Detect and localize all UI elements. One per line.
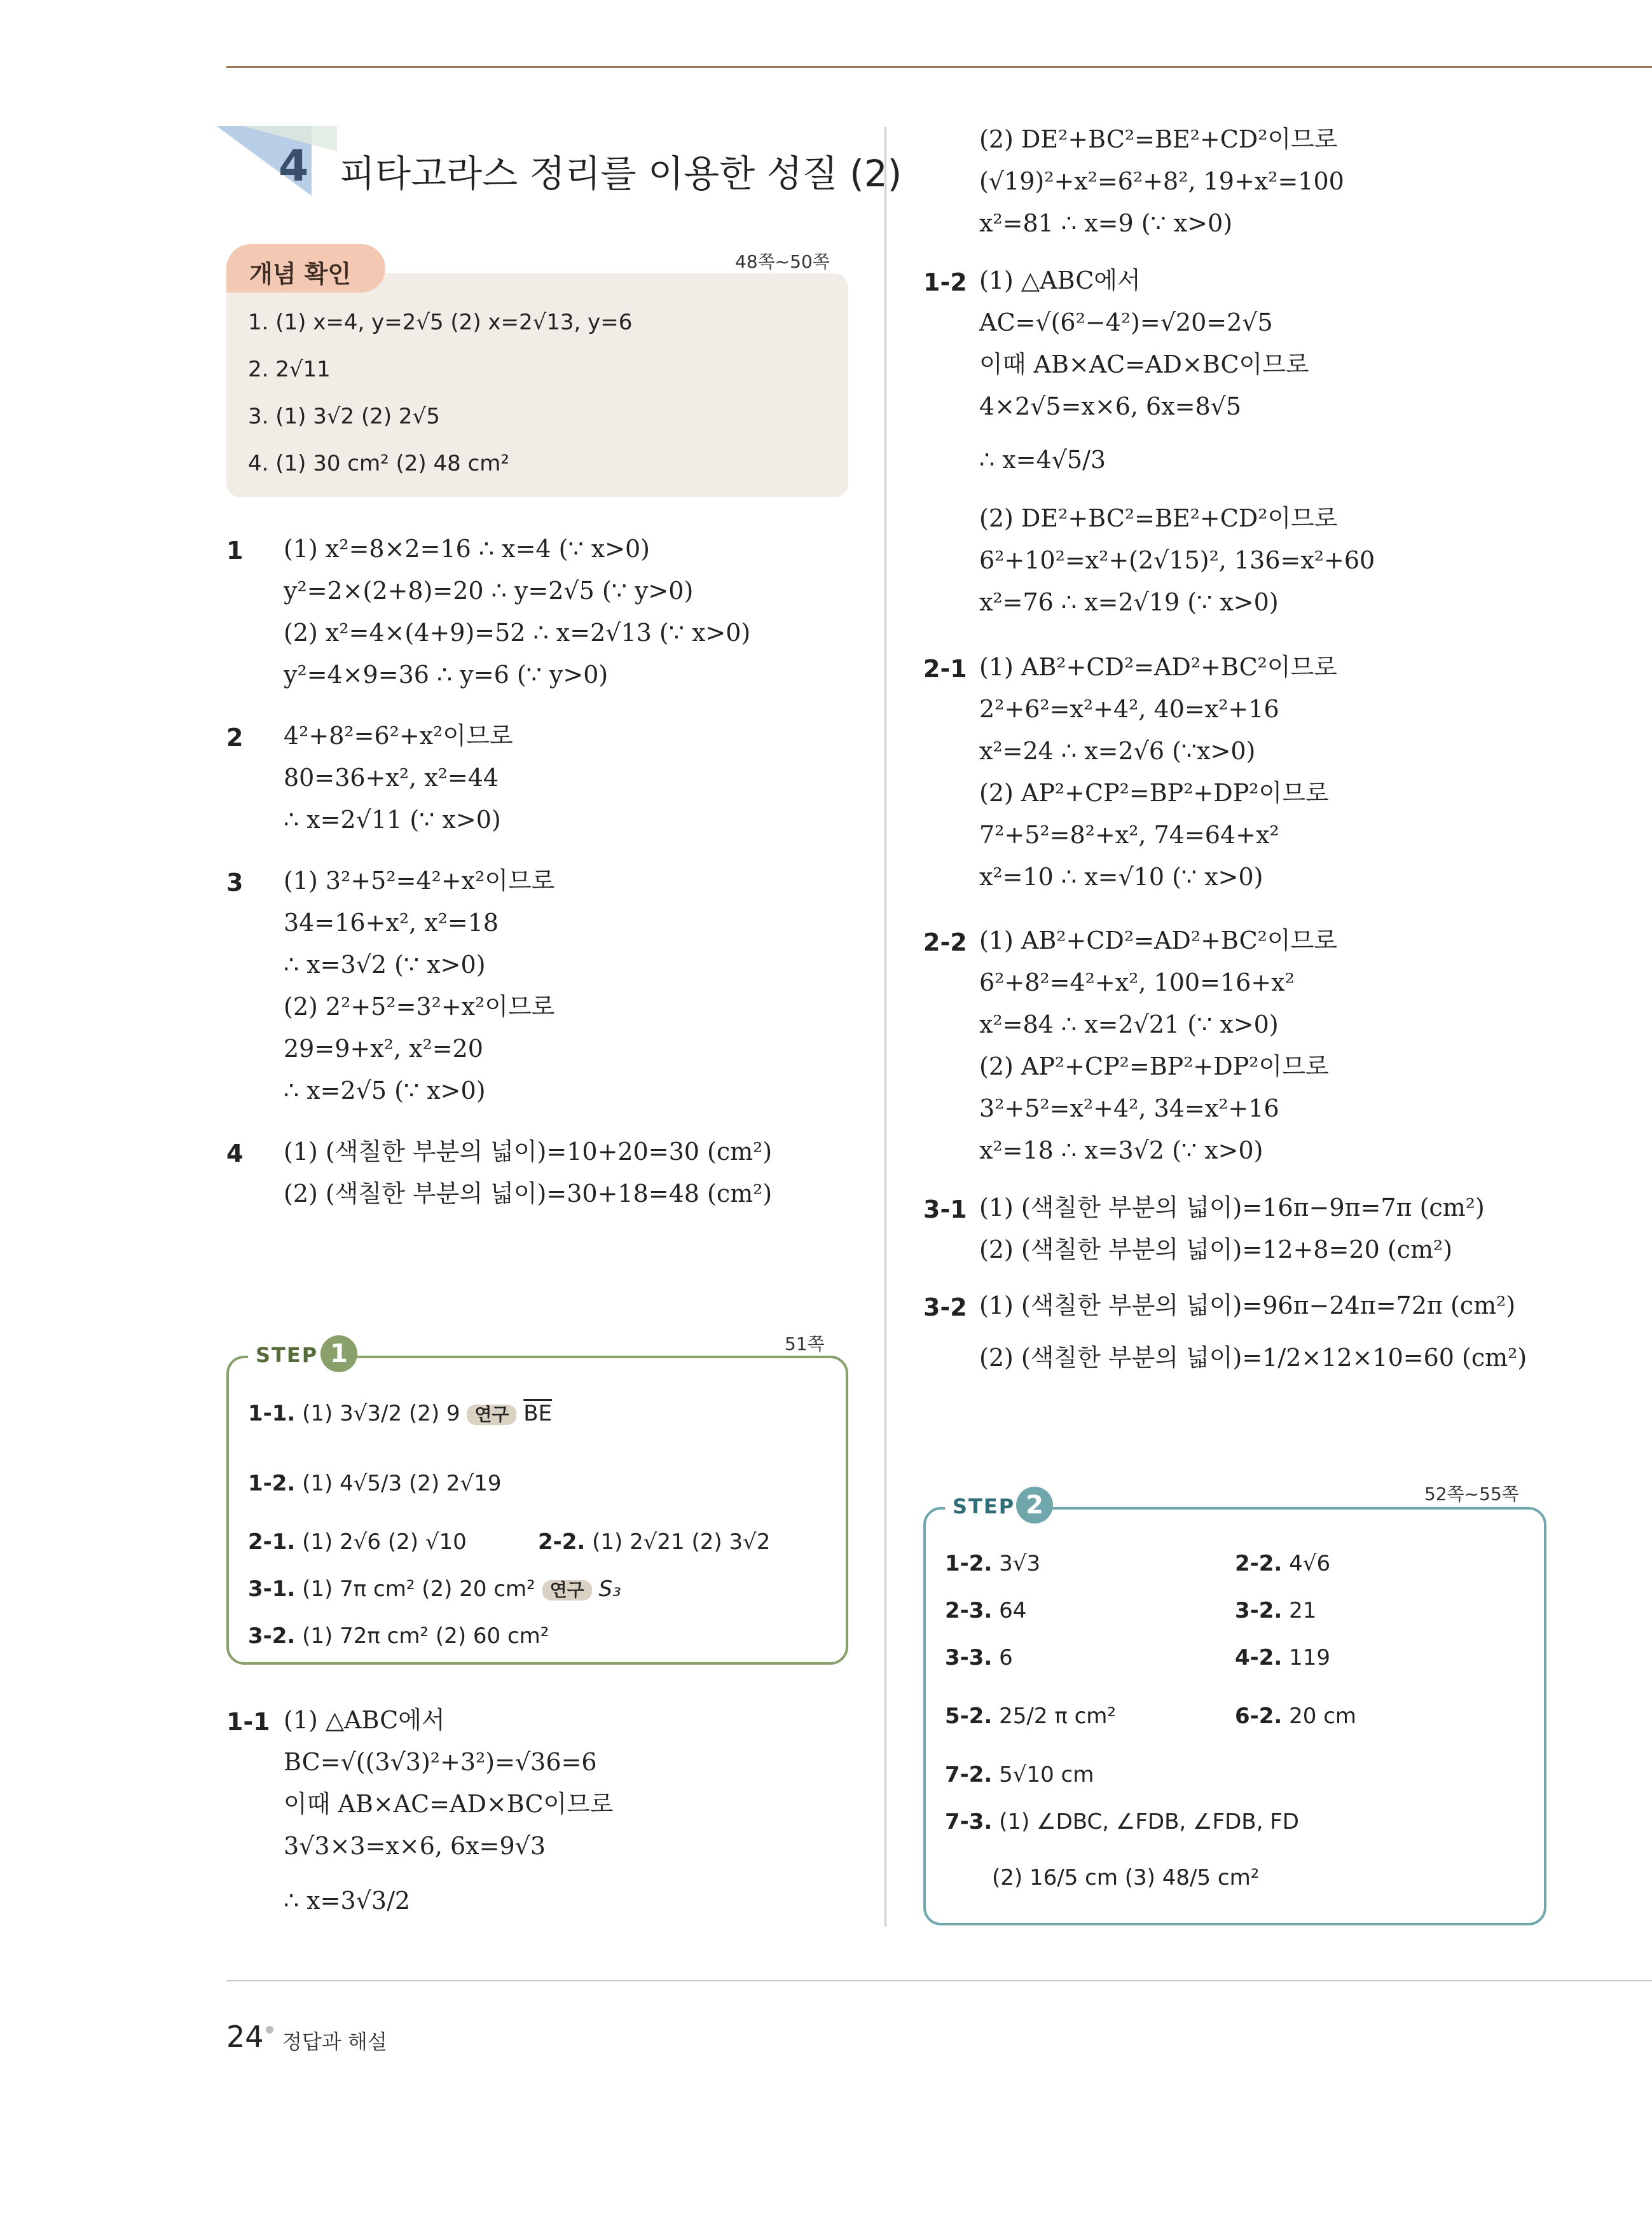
solution-line: 이때 AB×AC=AD×BC이므로 bbox=[284, 1790, 614, 1818]
concept-tab bbox=[226, 244, 385, 293]
solution-line: ∴ x=3√3/2 bbox=[284, 1887, 411, 1915]
step2-cell-label: 7-3. bbox=[945, 1809, 993, 1834]
solution-line: ∴ x=4√5/3 bbox=[979, 446, 1106, 474]
research-badge: 연구 bbox=[467, 1405, 516, 1425]
concept-label: 개념 확인 bbox=[249, 260, 352, 288]
solution-line: (1) x²=8×2=16 ∴ x=4 (∵ x>0) bbox=[284, 535, 650, 563]
step1-row-text: (1) 4√5/3 (2) 2√19 bbox=[302, 1471, 502, 1496]
step1-row-label: 1-2. bbox=[248, 1471, 296, 1496]
section-number: 4 bbox=[279, 141, 309, 191]
step1-row-label: 2-2. bbox=[538, 1529, 586, 1555]
research-badge: 연구 bbox=[542, 1580, 592, 1600]
solution-line: (2) DE²+BC²=BE²+CD²이므로 bbox=[979, 125, 1338, 153]
step2-cell-text: 64 bbox=[999, 1598, 1027, 1623]
solution-line: 4×2√5=x×6, 6x=8√5 bbox=[979, 392, 1242, 420]
solution-line: x²=10 ∴ x=√10 (∵ x>0) bbox=[979, 863, 1263, 891]
step2-cell-text: 25/2 π cm² bbox=[999, 1703, 1117, 1729]
solution-line: 4²+8²=6²+x²이므로 bbox=[284, 722, 513, 750]
title-badge-shape bbox=[216, 126, 337, 202]
solution-line: (2) 2²+5²=3²+x²이므로 bbox=[284, 993, 555, 1021]
step2-cell-text: 6 bbox=[999, 1645, 1013, 1670]
solution-line: 7²+5²=8²+x², 74=64+x² bbox=[979, 821, 1279, 849]
step1-row-label: 1-1. bbox=[248, 1401, 296, 1426]
solution-line: 2²+6²=x²+4², 40=x²+16 bbox=[979, 695, 1279, 723]
column-divider bbox=[885, 127, 886, 1927]
step2-cell-text: 20 cm bbox=[1289, 1703, 1357, 1729]
step1-number: 1 bbox=[320, 1335, 357, 1372]
solution-line: x²=84 ∴ x=2√21 (∵ x>0) bbox=[979, 1010, 1279, 1038]
solution-number: 4 bbox=[226, 1139, 244, 1167]
solution-line: (2) DE²+BC²=BE²+CD²이므로 bbox=[979, 504, 1338, 532]
solution-number: 1-1 bbox=[226, 1708, 270, 1736]
step2-cell-label: 1-2. bbox=[945, 1551, 993, 1576]
solution-number: 2-2 bbox=[923, 928, 967, 956]
solution-line: y²=4×9=36 ∴ y=6 (∵ y>0) bbox=[284, 661, 609, 689]
solution-line: x²=81 ∴ x=9 (∵ x>0) bbox=[979, 209, 1233, 237]
step2-cell-text: (1) ∠DBC, ∠FDB, ∠FDB, FD bbox=[999, 1809, 1299, 1834]
step2-cell-label: 3-2. bbox=[1235, 1598, 1283, 1623]
step1-row-text: (1) 72π cm² (2) 60 cm² bbox=[302, 1623, 549, 1649]
solution-line: (2) (색칠한 부분의 넓이)=30+18=48 (cm²) bbox=[284, 1180, 773, 1208]
solution-line: x²=24 ∴ x=2√6 (∵x>0) bbox=[979, 737, 1256, 765]
solution-line: AC=√(6²−4²)=√20=2√5 bbox=[979, 308, 1273, 336]
concept-item: 1. (1) x=4, y=2√5 (2) x=2√13, y=6 bbox=[248, 310, 633, 335]
page-number: 24 bbox=[226, 2020, 264, 2054]
step2-label: STEP bbox=[945, 1494, 1022, 1518]
step2-pages: 52쪽~55쪽 bbox=[1424, 1483, 1519, 1504]
step1-row-label: 3-2. bbox=[248, 1623, 296, 1649]
solution-number: 1-2 bbox=[923, 268, 967, 296]
solution-line: (1) AB²+CD²=AD²+BC²이므로 bbox=[979, 653, 1338, 681]
solution-number: 2 bbox=[226, 724, 244, 752]
solution-line: 34=16+x², x²=18 bbox=[284, 909, 499, 937]
concept-item: 3. (1) 3√2 (2) 2√5 bbox=[248, 404, 440, 429]
solution-line: (2) x²=4×(4+9)=52 ∴ x=2√13 (∵ x>0) bbox=[284, 619, 751, 647]
solution-number: 3-2 bbox=[923, 1293, 967, 1321]
step2-cell-text: 21 bbox=[1289, 1598, 1317, 1623]
solution-line: ∴ x=3√2 (∵ x>0) bbox=[284, 951, 486, 979]
solution-line: 3√3×3=x×6, 6x=9√3 bbox=[284, 1832, 546, 1860]
concept-item: 4. (1) 30 cm² (2) 48 cm² bbox=[248, 451, 510, 476]
section-title: 피타고라스 정리를 이용한 성질 (2) bbox=[340, 152, 902, 195]
footer-dot bbox=[266, 2026, 273, 2034]
step2-cell-label: 7-2. bbox=[945, 1762, 993, 1787]
step1-row-text: (1) 2√21 (2) 3√2 bbox=[592, 1529, 771, 1555]
step2-cell-text: 119 bbox=[1289, 1645, 1331, 1670]
step2-cell-text: 3√3 bbox=[999, 1551, 1041, 1576]
concept-pages: 48쪽~50쪽 bbox=[735, 251, 830, 272]
solution-number: 3-1 bbox=[923, 1195, 967, 1223]
solution-line: (1) △ABC에서 bbox=[284, 1706, 445, 1734]
concept-item: 2. 2√11 bbox=[248, 357, 331, 382]
solution-line: (2) AP²+CP²=BP²+DP²이므로 bbox=[979, 779, 1329, 807]
step2-cell-label: 4-2. bbox=[1235, 1645, 1283, 1670]
step2-cell-text: (2) 16/5 cm (3) 48/5 cm² bbox=[992, 1865, 1260, 1890]
solution-line: (1) 3²+5²=4²+x²이므로 bbox=[284, 867, 555, 895]
solution-number: 2-1 bbox=[923, 655, 967, 683]
solution-line: (1) (색칠한 부분의 넓이)=10+20=30 (cm²) bbox=[284, 1138, 773, 1166]
step2-cell-label: 5-2. bbox=[945, 1703, 993, 1729]
solution-line: (1) AB²+CD²=AD²+BC²이므로 bbox=[979, 926, 1338, 954]
step2-cell-label: 2-2. bbox=[1235, 1551, 1283, 1576]
solution-line: 이때 AB×AC=AD×BC이므로 bbox=[979, 350, 1309, 378]
step1-label: STEP bbox=[248, 1343, 326, 1367]
step2-cell-text: 4√6 bbox=[1289, 1551, 1331, 1576]
solution-line: (1) (색칠한 부분의 넓이)=96π−24π=72π (cm²) bbox=[979, 1291, 1516, 1319]
solution-line: x²=76 ∴ x=2√19 (∵ x>0) bbox=[979, 588, 1279, 616]
step2-cell-label: 6-2. bbox=[1235, 1703, 1283, 1729]
solution-line: 6²+8²=4²+x², 100=16+x² bbox=[979, 968, 1295, 996]
solution-line: (1) (색칠한 부분의 넓이)=16π−9π=7π (cm²) bbox=[979, 1194, 1485, 1222]
solution-line: 6²+10²=x²+(2√15)², 136=x²+60 bbox=[979, 546, 1375, 574]
solution-number: 3 bbox=[226, 869, 244, 897]
solution-line: ∴ x=2√5 (∵ x>0) bbox=[284, 1077, 486, 1105]
step2-cell-label: 3-3. bbox=[945, 1645, 993, 1670]
solution-line: BC=√((3√3)²+3²)=√36=6 bbox=[284, 1748, 597, 1776]
top-rule bbox=[226, 66, 1652, 68]
solution-line: x²=18 ∴ x=3√2 (∵ x>0) bbox=[979, 1136, 1263, 1164]
solution-line: 3²+5²=x²+4², 34=x²+16 bbox=[979, 1094, 1279, 1122]
solution-line: 29=9+x², x²=20 bbox=[284, 1035, 483, 1063]
solution-number: 1 bbox=[226, 537, 244, 565]
solution-line: (2) (색칠한 부분의 넓이)=12+8=20 (cm²) bbox=[979, 1235, 1453, 1263]
footer-text: 정답과 해설 bbox=[282, 2030, 387, 2054]
step1-row-text: (1) 7π cm² (2) 20 cm² bbox=[302, 1576, 535, 1602]
solution-line: 80=36+x², x²=44 bbox=[284, 764, 499, 792]
step1-row-text: (1) 2√6 (2) √10 bbox=[302, 1529, 467, 1555]
solution-line: (2) AP²+CP²=BP²+DP²이므로 bbox=[979, 1052, 1329, 1080]
step1-row-extra: S₃ bbox=[598, 1576, 621, 1602]
solution-line: (1) △ABC에서 bbox=[979, 266, 1141, 294]
step1-row-label: 2-1. bbox=[248, 1529, 296, 1555]
solution-line: y²=2×(2+8)=20 ∴ y=2√5 (∵ y>0) bbox=[284, 577, 694, 605]
solution-line: (2) (색칠한 부분의 넓이)=1/2×12×10=60 (cm²) bbox=[979, 1344, 1527, 1372]
step2-number: 2 bbox=[1016, 1487, 1053, 1524]
step2-cell-label: 2-3. bbox=[945, 1598, 993, 1623]
solution-line: (√19)²+x²=6²+8², 19+x²=100 bbox=[979, 167, 1344, 195]
step1-row-text: (1) 3√3/2 (2) 9 bbox=[302, 1401, 460, 1426]
step1-row-extra: $\overline{BE}$ bbox=[523, 1401, 553, 1426]
step1-pages: 51쪽 bbox=[785, 1333, 825, 1354]
step1-row-label: 3-1. bbox=[248, 1576, 296, 1602]
bottom-rule bbox=[226, 1980, 1652, 1981]
step2-cell-text: 5√10 cm bbox=[999, 1762, 1094, 1787]
solution-line: ∴ x=2√11 (∵ x>0) bbox=[284, 806, 501, 834]
